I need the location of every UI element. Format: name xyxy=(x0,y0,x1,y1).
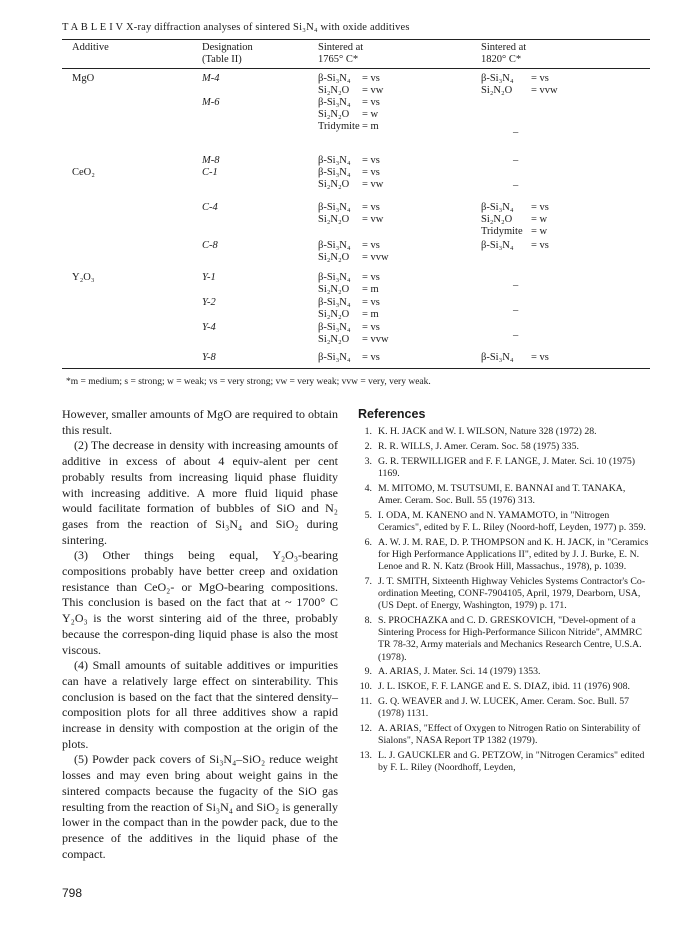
intensity-cell: = vs xyxy=(362,202,380,213)
phase-cell: Si₂N₂O xyxy=(318,334,350,345)
phase-cell: β-Si₃N₄ xyxy=(318,155,351,166)
intensity-cell: = vs xyxy=(362,167,380,178)
phase-cell: β-Si₃N₄ xyxy=(318,167,351,178)
header-additive: Additive xyxy=(72,42,109,53)
designation-cell: M-8 xyxy=(202,155,220,166)
table-top-rule xyxy=(62,39,650,40)
table-header-rule xyxy=(62,68,650,69)
reference-item: 2. R. R. WILLS, J. Amer. Ceram. Soc. 58 (1975) 335. xyxy=(364,440,579,452)
intensity-cell: = vs xyxy=(531,352,549,363)
intensity-cell: = vvw xyxy=(362,334,389,345)
phase-cell: Si₂N₂O xyxy=(318,109,350,120)
intensity-cell: = m xyxy=(362,309,379,320)
intensity-cell: = vs xyxy=(362,97,380,108)
references-list xyxy=(354,426,650,777)
body-paragraph: (5) Powder pack covers of Si₃N₄–SiO₂ reduce weight losses and may even bring about weight gains in the sintered compacts because the fugacity of the SiO gas resulting from the reaction of Si₃N₄ and SiO₂ is generally lower in the compact than in the powder pack, due to the presence of the additives in the liquid phase of the compact. xyxy=(62,752,338,861)
intensity-cell: = vs xyxy=(531,240,549,251)
intensity-cell: = m xyxy=(362,284,379,295)
intensity-cell: = vs xyxy=(362,73,380,84)
reference-item: 10. J. L. ISKOE, F. F. LANGE and E. S. DIAZ, ibid. 11 (1976) 908. xyxy=(359,681,630,693)
phase-cell: Si₂N₂O xyxy=(481,214,513,225)
additive-cell: Y₂O₃ xyxy=(72,272,95,283)
intensity-cell: = vs xyxy=(362,352,380,363)
phase-cell: Si₂N₂O xyxy=(318,179,350,190)
header-sintered-1765: Sintered at 1765° C* xyxy=(318,42,364,65)
body-paragraph: However, smaller amounts of MgO are required to obtain this result. xyxy=(62,407,338,437)
phase-cell: Si₂N₂O xyxy=(318,252,350,263)
phase-cell: β-Si₃N₄ xyxy=(481,352,514,363)
reference-item: 6. A. W. J. M. RAE, D. P. THOMPSON and K. H. JACK, in "Ceramics for High Performance Applications II", edited by J. J. Burke, E. N. Lenoe and R. N. Katz (Brook Hill, Massachus., 1978), p. 1039. xyxy=(364,536,649,572)
table-bottom-rule xyxy=(62,368,650,369)
body-text-column xyxy=(62,407,338,862)
body-paragraph: (4) Small amounts of suitable additives or impurities can have a relatively large effect on sinterability. This conclusion is based on the fact that the sintered density–composition plots for all three additives show a rapid increase in density with compostion at the origin of the plots. xyxy=(62,658,338,751)
intensity-cell: = vw xyxy=(362,179,384,190)
intensity-cell: = w xyxy=(531,214,548,225)
empty-dash: – xyxy=(513,305,519,316)
table-footnote: *m = medium; s = strong; w = weak; vs = very strong; vw = very weak; vvw = very, very weak. xyxy=(66,377,431,387)
intensity-cell: = vs xyxy=(531,73,549,84)
reference-item: 8. S. PROCHAZKA and C. D. GRESKOVICH, "Devel-opment of a Sintering Process for High-Performance Silicon Nitride", AMMRC TR 78-32, Army materials and Mechanics Research Centre, U.S.A. (1978). xyxy=(364,615,642,663)
references-heading: References xyxy=(358,407,426,421)
intensity-cell: = vvw xyxy=(362,252,389,263)
designation-cell: C-4 xyxy=(202,202,218,213)
reference-item: 1. K. H. JACK and W. I. WILSON, Nature 328 (1972) 28. xyxy=(364,426,597,437)
reference-item: 12. A. ARIAS, "Effect of Oxygen to Nitrogen Ratio on Sinterability of Sialons", NASA Report TP 1382 (1979). xyxy=(359,723,641,747)
designation-cell: M-4 xyxy=(202,73,220,84)
empty-dash: – xyxy=(513,280,519,291)
phase-cell: β-Si₃N₄ xyxy=(318,297,351,308)
reference-item: 7. J. T. SMITH, Sixteenth Highway Vehicles Systems Contractor's Co-ordination Meeting, CONF-7904105, April, 1979, Dearborn, USA, (US Dept. of Energy, Washington, 1979) p. 171. xyxy=(364,575,646,612)
designation-cell: Y-1 xyxy=(202,272,216,283)
phase-cell: β-Si₃N₄ xyxy=(318,97,351,108)
reference-item: 13. L. J. GAUCKLER and G. PETZOW, in "Nitrogen Ceramics" edited by F. L. Riley (Noordhoff, Leyden, xyxy=(359,750,645,774)
designation-cell: Y-2 xyxy=(202,297,216,308)
intensity-cell: = vs xyxy=(531,202,549,213)
intensity-cell: = w xyxy=(531,226,548,237)
page-number: 798 xyxy=(62,886,83,900)
phase-cell: β-Si₃N₄ xyxy=(318,202,351,213)
phase-cell: Si₂N₂O xyxy=(318,85,350,96)
intensity-cell: = m xyxy=(362,121,379,132)
intensity-cell: = vs xyxy=(362,155,380,166)
phase-cell: β-Si₃N₄ xyxy=(481,73,514,84)
body-paragraph: (2) The decrease in density with increasing amounts of additive in excess of about 4 equiv-alent per cent probably results from increasing liquid phase fluidity with increasing additive. A more fluid liquid phase would facilitate formation of bubbles of SiO and N₂ gases from the reaction of Si₃N₄ and SiO₂ during sintering. xyxy=(62,438,338,547)
phase-cell: Si₂N₂O xyxy=(318,309,350,320)
additive-cell: MgO xyxy=(72,73,95,84)
empty-dash: – xyxy=(513,330,519,341)
intensity-cell: = w xyxy=(362,109,379,120)
phase-cell: β-Si₃N₄ xyxy=(318,322,351,333)
intensity-cell: = vvw xyxy=(531,85,558,96)
designation-cell: C-8 xyxy=(202,240,218,251)
phase-cell: Tridymite xyxy=(318,121,360,132)
designation-cell: Y-4 xyxy=(202,322,216,333)
phase-cell: Si₂N₂O xyxy=(318,284,350,295)
phase-cell: Si₂N₂O xyxy=(481,85,513,96)
phase-cell: β-Si₃N₄ xyxy=(318,352,351,363)
phase-cell: β-Si₃N₄ xyxy=(318,73,351,84)
header-designation: Designation (Table II) xyxy=(202,42,253,65)
reference-item: 3. G. R. TERWILLIGER and F. F. LANGE, J. Mater. Sci. 10 (1975) 1169. xyxy=(364,455,636,479)
intensity-cell: = vs xyxy=(362,240,380,251)
phase-cell: β-Si₃N₄ xyxy=(318,240,351,251)
intensity-cell: = vs xyxy=(362,322,380,333)
designation-cell: C-1 xyxy=(202,167,218,178)
header-sintered-1820: Sintered at 1820° C* xyxy=(481,42,527,65)
phase-cell: β-Si₃N₄ xyxy=(481,240,514,251)
intensity-cell: = vs xyxy=(362,297,380,308)
reference-item: 9. A. ARIAS, J. Mater. Sci. 14 (1979) 1353. xyxy=(364,666,541,678)
reference-item: 4. M. MITOMO, M. TSUTSUMI, E. BANNAI and T. TANAKA, Amer. Ceram. Soc. Bull. 55 (1976) 313. xyxy=(364,482,626,506)
empty-dash: – xyxy=(513,127,519,138)
intensity-cell: = vw xyxy=(362,214,384,225)
empty-dash: – xyxy=(513,155,519,166)
intensity-cell: = vs xyxy=(362,272,380,283)
intensity-cell: = vw xyxy=(362,85,384,96)
designation-cell: Y-8 xyxy=(202,352,216,363)
table-caption: T A B L E I V X-ray diffraction analyses of sintered Si₃N₄ with oxide additives xyxy=(62,22,410,33)
additive-cell: CeO₂ xyxy=(72,167,95,178)
empty-dash: – xyxy=(513,180,519,191)
designation-cell: M-6 xyxy=(202,97,220,108)
phase-cell: β-Si₃N₄ xyxy=(318,272,351,283)
phase-cell: Si₂N₂O xyxy=(318,214,350,225)
reference-item: 11. G. Q. WEAVER and J. W. LUCEK, Amer. Ceram. Soc. Bull. 57 (1978) 1131. xyxy=(360,696,630,720)
phase-cell: β-Si₃N₄ xyxy=(481,202,514,213)
body-paragraph: (3) Other things being equal, Y₂O₃-bearing compositions probably have better creep and oxidation resistance than CeO₂- or MgO-bearing compositions. This conclusion is based on the fact that at ~ 1700° C Y₂O₃ is the worst sintering aid of the three, probably because the correspon-ding liquid phase is also the most viscous. xyxy=(62,548,338,657)
reference-item: 5. I. ODA, M. KANENO and N. YAMAMOTO, in "Nitrogen Ceramics", edited by F. L. Riley (Noord-hoff, Leyden, 1977) p. 359. xyxy=(364,509,646,533)
phase-cell: Tridymite xyxy=(481,226,523,237)
